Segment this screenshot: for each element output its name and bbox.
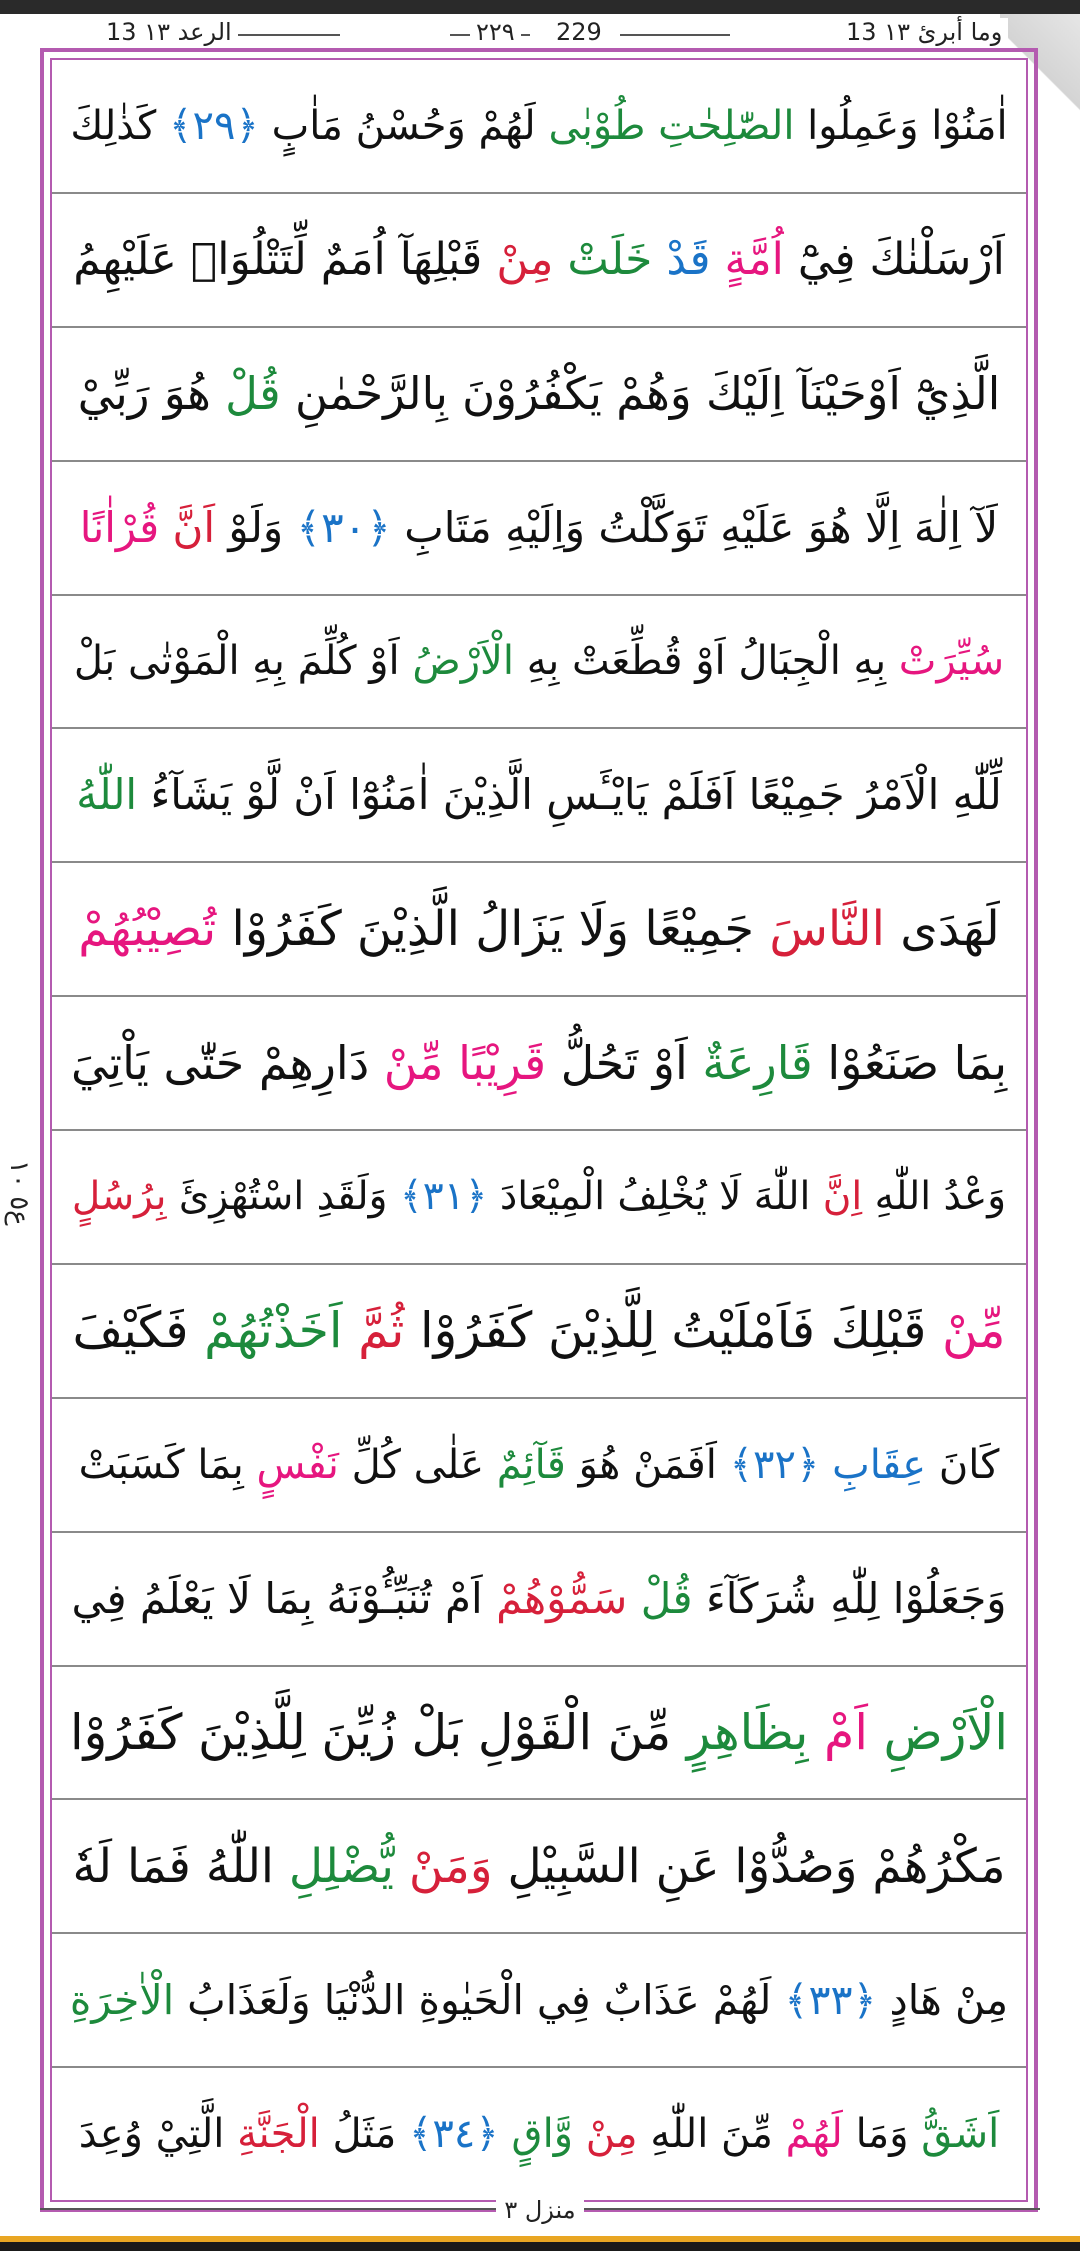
line-content <box>71 1174 1007 1220</box>
line-content <box>70 102 1008 149</box>
text-segment: الَّذِيْٓ اَوْحَيْنَآ اِلَيْكَ وَهُمْ يَكْفُرُوْنَ بِالرَّحْمٰنِ <box>280 367 1001 421</box>
text-segment: ﴿٢٩﴾ <box>156 102 259 149</box>
line-content <box>76 770 1002 820</box>
text-segment: الْاَرْضُ <box>399 638 514 685</box>
text-segment: ﴿٣٣﴾ <box>771 1975 877 2024</box>
text-segment: لَآ اِلٰهَ اِلَّا هُوَ عَلَيْهِ تَوَكَّلْتُ وَاِلَيْهِ مَتَابِ <box>390 502 999 552</box>
text-segment: عِقَابِ <box>819 1441 927 1488</box>
text-segment: مِنْ <box>482 233 554 285</box>
text-line <box>52 60 1026 194</box>
status-bar <box>0 0 1080 14</box>
text-segment: اٰمَنُوْا وَعَمِلُوا <box>794 102 1008 149</box>
text-line <box>52 997 1026 1131</box>
line-content <box>72 1838 1006 1894</box>
text-segment: تُصِيْبُهُمْ <box>78 901 217 958</box>
text-segment: اَمْ <box>808 1703 868 1761</box>
text-segment: بِمَا كَسَبَتْ <box>78 1441 244 1488</box>
text-segment: ﴿٣٤﴾ <box>396 2111 499 2158</box>
text-segment: اَمْ تُنَبِّـُٔوْنَهُ بِمَا لَا يَعْلَمُ فِي <box>71 1573 483 1623</box>
text-segment: وَلَقَدِ اسْتُهْزِئَ <box>166 1174 388 1220</box>
text-line <box>52 729 1026 863</box>
line-content <box>77 367 1001 421</box>
line-content <box>73 233 1005 285</box>
text-segment: قُلْ <box>627 1573 693 1623</box>
text-line <box>52 1934 1026 2068</box>
text-segment: اَفَمَنْ هُوَ <box>565 1441 717 1488</box>
text-segment: ﴿٣١﴾ <box>387 1174 488 1220</box>
text-segment: اِنَّ <box>810 1174 863 1220</box>
text-line <box>52 596 1026 730</box>
text-line <box>52 1667 1026 1801</box>
text-segment: اَنَّ <box>159 502 216 552</box>
line-content <box>78 2111 1000 2158</box>
text-segment: بِمَا صَنَعُوْا <box>812 1036 1008 1091</box>
text-line <box>52 194 1026 328</box>
text-segment: ثُمَّ <box>342 1302 405 1360</box>
text-segment: النَّاسَ <box>754 901 885 958</box>
text-segment: بِرُسُلٍ <box>71 1174 167 1220</box>
text-line <box>52 1399 1026 1533</box>
text-segment: الْجَنَّةِ <box>224 2111 320 2158</box>
text-segment: قُرْاٰنًا <box>79 502 160 552</box>
text-segment: مِنْ هَادٍ <box>876 1975 1009 2024</box>
text-segment: الصّٰلِحٰتِ <box>645 102 795 149</box>
text-segment: بِظَاهِرٍ <box>671 1703 809 1761</box>
text-segment: اَوْ تَحُلُّ <box>546 1036 688 1091</box>
line-content <box>78 901 1000 958</box>
text-line <box>52 1533 1026 1667</box>
page-footer <box>0 2196 1080 2224</box>
text-segment: اَرْسَلْنٰكَ فِيْٓ <box>783 233 1005 285</box>
nav-bar <box>0 2236 1080 2251</box>
text-line <box>52 1265 1026 1399</box>
text-segment: هُوَ رَبِّيْ <box>77 367 211 421</box>
text-line <box>52 462 1026 596</box>
text-segment: دَارِهِمْ حَتّٰى يَاْتِيَ <box>70 1036 370 1091</box>
text-segment: فَكَيْفَ <box>72 1302 189 1360</box>
text-segment: وَمَنْ <box>393 1838 493 1894</box>
text-segment: اَخَذْتُهُمْ <box>188 1302 343 1360</box>
text-segment: مِّنْ <box>926 1302 1006 1360</box>
text-segment: لَهُمْ عَذَابٌ فِي الْحَيٰوةِ الدُّنْيَا وَلَعَذَابُ <box>174 1975 772 2024</box>
line-content <box>73 638 1005 685</box>
quran-text-lines <box>52 60 1026 2200</box>
text-segment: وَعْدُ اللّٰهِ <box>862 1174 1007 1220</box>
text-segment: اَشَقُّ <box>908 2111 1000 2158</box>
text-segment: خَلَتْ <box>553 233 653 285</box>
line-content <box>69 1703 1009 1761</box>
line-content <box>70 1036 1008 1091</box>
text-segment: لِّلّٰهِ الْاَمْرُ جَمِيْعًا اَفَلَمْ يَايْـَٔسِ الَّذِيْنَ اٰمَنُوْٓا اَنْ لَّوْ يَشَآءُ <box>137 770 1002 820</box>
text-segment: طُوْبٰى <box>535 102 646 149</box>
juz-name-label: 13 وما أبرئ ١٣ <box>840 18 1008 46</box>
line-content <box>72 1302 1006 1360</box>
text-line <box>52 328 1026 462</box>
line-content <box>69 1975 1009 2024</box>
text-segment: سَمُّوْهُمْ <box>482 1573 628 1623</box>
line-content <box>79 502 999 552</box>
text-segment: لَهُمْ وَحُسْنُ مَاٰبٍ <box>258 102 536 149</box>
text-segment: قَرِيْبًا مِّنْ <box>369 1036 547 1091</box>
text-segment: كَذٰلِكَ <box>70 102 157 149</box>
text-segment: قَآئِمٌ <box>484 1441 566 1488</box>
text-segment: الْاَرْضِ <box>867 1703 1009 1761</box>
text-line <box>52 2068 1026 2200</box>
text-segment: وَمَا <box>842 2111 909 2158</box>
page-number-arabic: ٢٢٩ <box>470 18 521 46</box>
text-segment: عَلٰى كُلِّ <box>338 1441 485 1488</box>
text-segment: جَمِيْعًا وَلَا يَزَالُ الَّذِيْنَ كَفَرُوْا <box>216 901 755 958</box>
text-segment: اللّٰهُ <box>76 770 138 820</box>
text-segment: اَوْ كُلِّمَ بِهِ الْمَوْتٰى بَلْ <box>73 638 400 685</box>
page-header <box>40 14 1040 50</box>
text-segment: ﴿٣٢﴾ <box>716 1441 820 1488</box>
text-segment: مَكْرُهُمْ وَصُدُّوْا عَنِ السَّبِيْلِ <box>492 1838 1006 1894</box>
text-segment: قُلْ <box>210 367 281 421</box>
text-segment: يُّضْلِلِ <box>273 1838 394 1894</box>
text-segment: اللّٰهُ فَمَا لَهٗ <box>72 1838 274 1894</box>
manzil-label: منزل ٣ <box>496 2196 583 2224</box>
line-content <box>78 1441 1000 1488</box>
text-segment: وَلَوْ <box>215 502 284 552</box>
text-segment: كَانَ <box>926 1441 1000 1488</box>
ruku-marker: ع٥ ١٠ <box>4 1160 34 1226</box>
text-segment: قَارِعَةٌ <box>687 1036 813 1091</box>
text-segment: وَّاقٍ <box>498 2111 574 2158</box>
text-segment: قَبْلِكَ فَاَمْلَيْتُ لِلَّذِيْنَ كَفَرُوْا <box>404 1302 927 1360</box>
surah-name-label: 13 الرعد ١٣ <box>100 18 238 46</box>
text-segment: قَدْ <box>652 233 711 285</box>
text-segment: بِهِ الْجِبَالُ اَوْ قُطِّعَتْ بِهِ <box>513 638 887 685</box>
text-segment: لَهُمْ <box>772 2111 843 2158</box>
text-segment: لَهَدَى <box>884 901 1000 958</box>
text-segment: اللّٰهَ لَا يُخْلِفُ الْمِيْعَادَ <box>487 1174 811 1220</box>
text-segment: مِنْ <box>573 2111 638 2158</box>
text-segment: وَجَعَلُوْا لِلّٰهِ شُرَكَآءَ <box>692 1573 1007 1623</box>
page-number-latin: 229 <box>550 18 608 46</box>
text-segment: نَفْسٍ <box>243 1441 339 1488</box>
text-segment: مِّنَ اللّٰهِ <box>637 2111 773 2158</box>
text-segment: قَبْلِهَآ اُمَمٌ لِّتَتْلُوَا۟ عَلَيْهِمُ <box>73 233 483 285</box>
text-segment: اُمَّةٍ <box>710 233 784 285</box>
text-segment: الْاٰخِرَةِ <box>69 1975 175 2024</box>
header-rule-center-right <box>620 34 730 36</box>
text-segment: الَّتِيْ وُعِدَ <box>78 2111 225 2158</box>
line-content <box>71 1573 1007 1623</box>
text-segment: مِّنَ الْقَوْلِ بَلْ زُيِّنَ لِلَّذِيْنَ كَفَرُوْا <box>69 1703 672 1761</box>
text-segment: مَثَلُ <box>319 2111 397 2158</box>
text-line <box>52 863 1026 997</box>
text-segment: سُيِّرَتْ <box>886 638 1005 685</box>
text-line <box>52 1800 1026 1934</box>
text-segment: ﴿٣٠﴾ <box>283 502 391 552</box>
text-line <box>52 1131 1026 1265</box>
